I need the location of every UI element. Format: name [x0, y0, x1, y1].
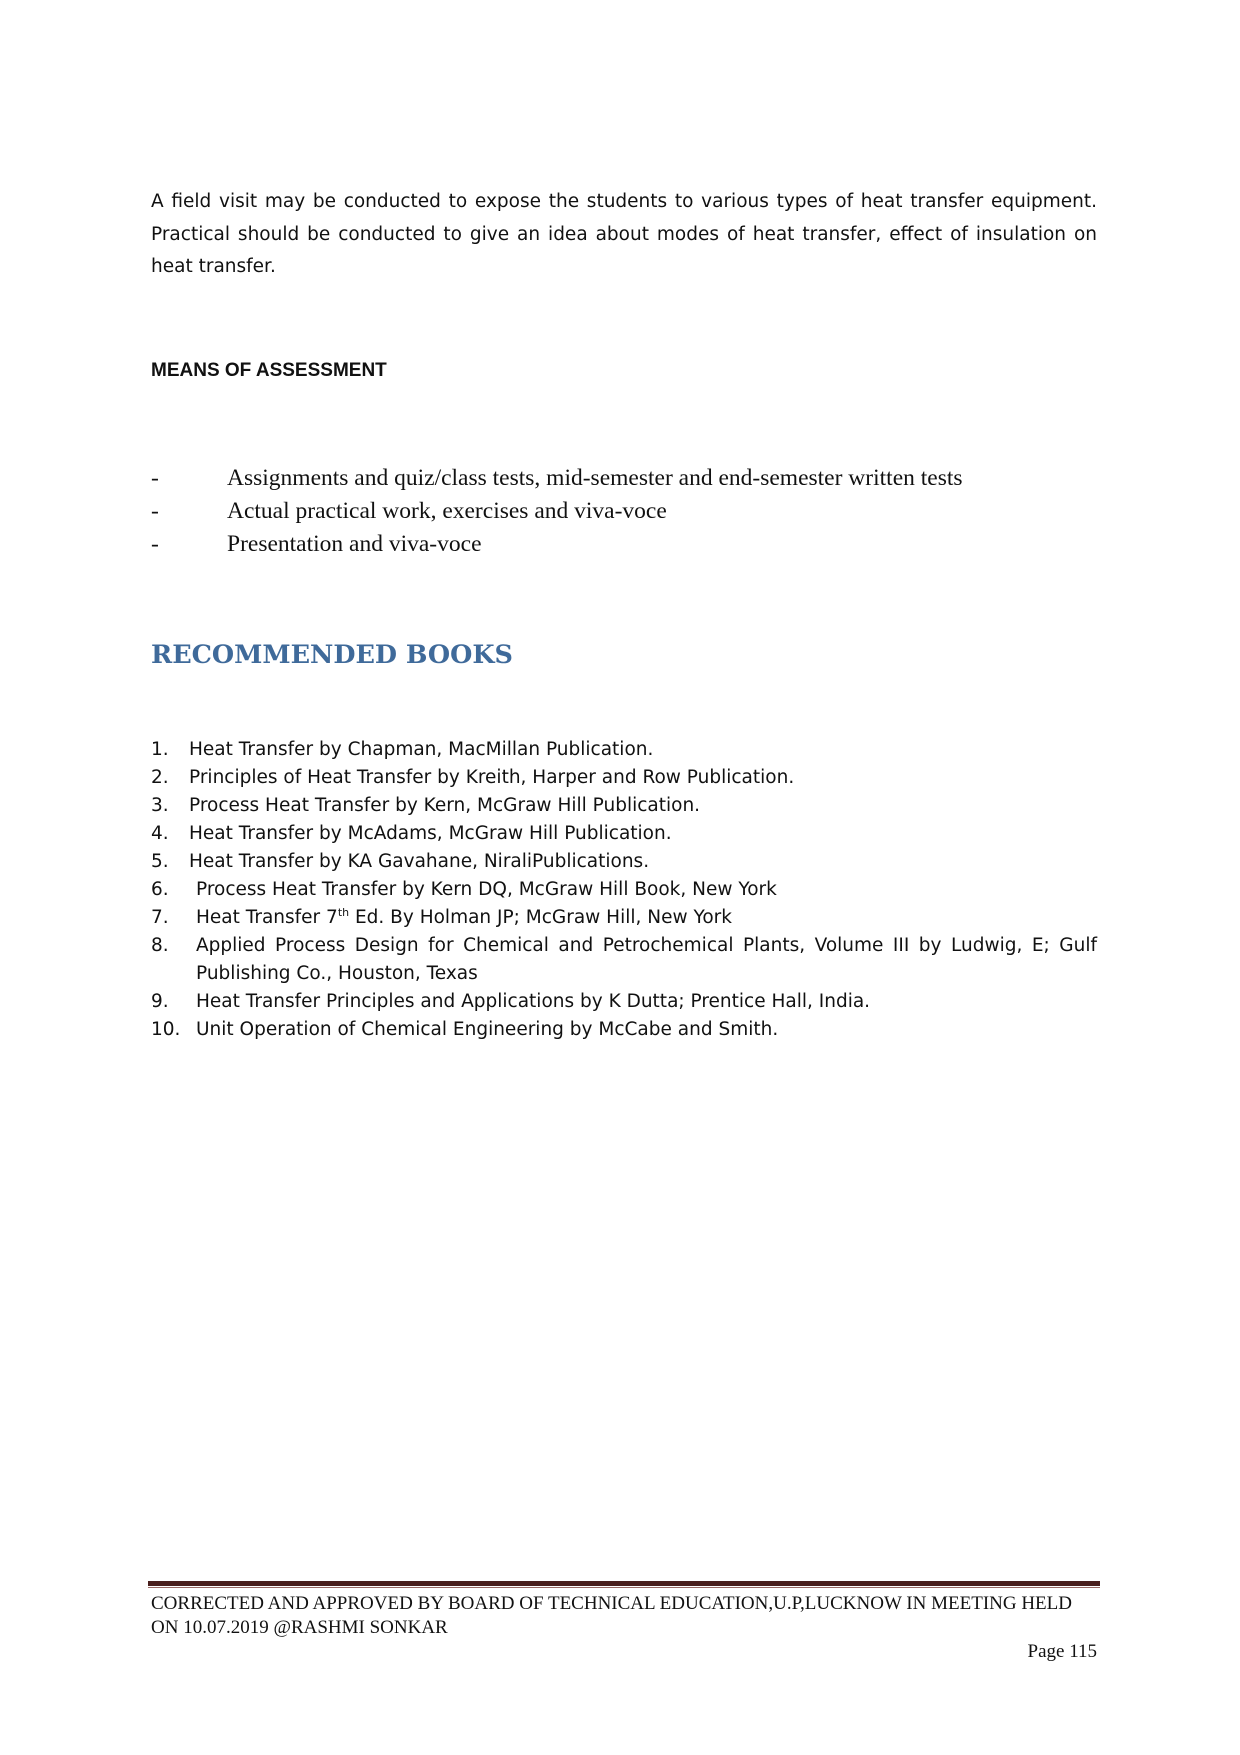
- book-title: Heat Transfer by KA Gavahane, NiraliPublications.: [189, 851, 650, 872]
- superscript-ordinal: th: [337, 905, 350, 919]
- book-item: [151, 764, 1097, 792]
- book-item: [151, 876, 1097, 904]
- assessment-heading: MEANS OF ASSESSMENT: [151, 360, 387, 381]
- book-item: [151, 932, 1097, 988]
- footer-line: CORRECTED AND APPROVED BY BOARD OF TECHNICAL EDUCATION,U.P,LUCKNOW IN MEETING HELD: [151, 1593, 1072, 1614]
- book-number: 7.: [151, 907, 169, 928]
- book-item: [151, 1016, 1097, 1044]
- recommended-books-heading: RECOMMENDED BOOKS: [151, 640, 513, 670]
- intro-paragraph: A field visit may be conducted to expose the students to various types of heat transfer equipment. Practical should be conducted to give an idea about modes of heat transfer, effect of insulation on heat transfer.: [151, 191, 1097, 277]
- books-list: [151, 736, 1097, 1044]
- book-number: 10.: [151, 1019, 181, 1040]
- book-number: 4.: [151, 823, 169, 844]
- book-item: [151, 988, 1097, 1016]
- book-title: Process Heat Transfer by Kern DQ, McGraw Hill Book, New York: [196, 879, 777, 900]
- book-number: 9.: [151, 991, 169, 1012]
- book-number: 5.: [151, 851, 169, 872]
- book-title: Heat Transfer by Chapman, MacMillan Publication.: [189, 739, 654, 760]
- bullet-dash: -: [151, 531, 159, 557]
- book-number: 8.: [151, 935, 169, 956]
- book-title-part: Ed. By Holman JP; McGraw Hill, New York: [349, 907, 732, 928]
- bullet-dash: -: [151, 498, 159, 524]
- book-title: Unit Operation of Chemical Engineering by McCabe and Smith.: [196, 1019, 779, 1040]
- page-number: Page 115: [1027, 1641, 1097, 1662]
- book-title: [151, 904, 1097, 932]
- book-item: [151, 792, 1097, 820]
- assessment-item-text: Assignments and quiz/class tests, mid-semester and end-semester written tests: [227, 465, 963, 491]
- footer-divider-thin: [148, 1587, 1100, 1588]
- book-title: Heat Transfer by McAdams, McGraw Hill Publication.: [189, 823, 672, 844]
- footer-approval-note: [151, 1592, 1097, 1640]
- book-item: [151, 848, 1097, 876]
- book-number: 2.: [151, 767, 169, 788]
- bullet-dash: -: [151, 465, 159, 491]
- book-number: 6.: [151, 879, 169, 900]
- book-title-part: Heat Transfer 7: [196, 907, 338, 928]
- assessment-item-text: Actual practical work, exercises and viva-voce: [227, 498, 667, 524]
- book-title: Principles of Heat Transfer by Kreith, Harper and Row Publication.: [189, 767, 795, 788]
- book-number: 1.: [151, 739, 169, 760]
- book-title: Process Heat Transfer by Kern, McGraw Hill Publication.: [189, 795, 701, 816]
- book-item: [151, 904, 1097, 932]
- assessment-item-text: Presentation and viva-voce: [227, 531, 482, 557]
- book-title: Heat Transfer Principles and Applications by K Dutta; Prentice Hall, India.: [196, 991, 871, 1012]
- footer-divider: [148, 1581, 1100, 1586]
- book-number: 3.: [151, 795, 169, 816]
- footer-line: ON 10.07.2019 @RASHMI SONKAR: [151, 1617, 448, 1638]
- book-item: [151, 820, 1097, 848]
- book-item: [151, 736, 1097, 764]
- book-title: Applied Process Design for Chemical and Petrochemical Plants, Volume III by Ludwig, E; Gulf Publishing Co., Houston, Texas: [196, 935, 1097, 984]
